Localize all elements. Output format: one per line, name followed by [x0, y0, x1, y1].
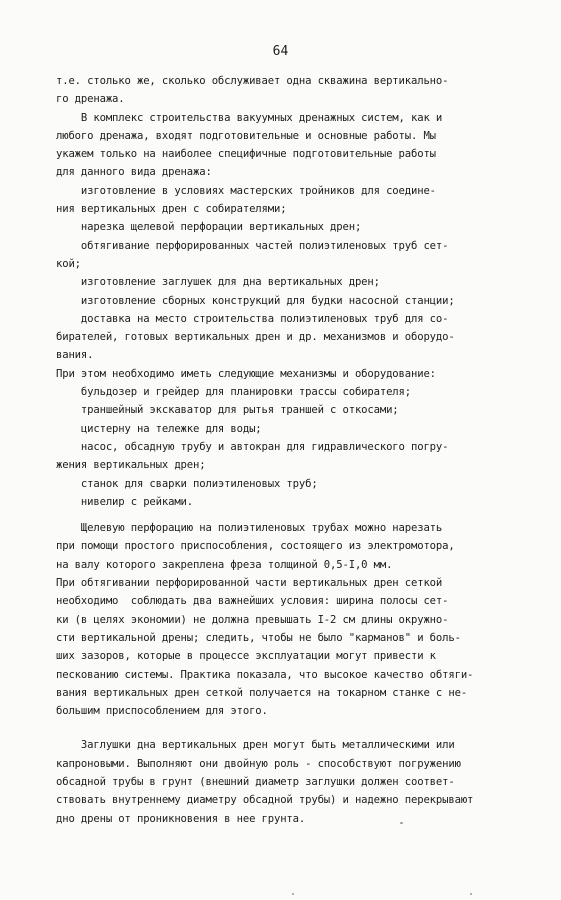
text-line: бульдозер и грейдер для планировки трассы собирателя;	[56, 386, 411, 399]
text-line: го дренажа.	[56, 93, 125, 106]
text-line: изготовление заглушек для дна вертикальных дрен;	[56, 276, 380, 289]
text-line: вания вертикальных дрен сеткой получается на токарном станке с не-	[56, 686, 468, 699]
text-line: доставка на место строительства полиэтиленовых труб для со-	[56, 312, 449, 325]
text-line: необходимо соблюдать два важнейших условия: ширина полосы сет-	[56, 595, 449, 608]
text-line: ствовать внутреннему диаметру обсадной трубы) и надежно перекрывают	[56, 794, 474, 807]
text-line: укажем только на наиболее специфичные подготовительные работы	[56, 148, 436, 161]
text-line: В комплекс строительства вакуумных дренажных систем, как и	[56, 111, 443, 124]
text-line: большим приспособлением для этого.	[56, 705, 268, 718]
paragraph-gap	[56, 511, 526, 519]
scan-speck	[400, 822, 403, 824]
text-line: любого дренажа, входят подготовительные и основные работы. Мы	[56, 129, 436, 142]
text-line: цистерну на тележке для воды;	[56, 422, 262, 435]
text-line: траншейный экскаватор для рытья траншей с откосами;	[56, 404, 399, 417]
text-line: Заглушки дна вертикальных дрен могут быть металлическими или	[56, 739, 455, 752]
scan-speck	[470, 893, 472, 895]
text-line: ших зазоров, которые в процессе эксплуатации могут привести к	[56, 650, 436, 663]
text-line: Щелевую перфорацию на полиэтиленовых трубах можно нарезать	[56, 522, 443, 535]
text-line: ния вертикальных дрен с собирателями;	[56, 203, 287, 216]
body-text	[56, 72, 526, 828]
text-line: станок для сварки полиэтиленовых труб;	[56, 477, 318, 490]
text-block-perforation	[56, 519, 526, 720]
text-line: для данного вида дренажа:	[56, 166, 212, 179]
text-line: ки (в целях экономии) не должна превышать I-2 см длины окружно-	[56, 613, 449, 626]
text-line: изготовление в условиях мастерских тройников для соедине-	[56, 184, 436, 197]
page-number: 64	[272, 44, 289, 59]
text-line: дно дрены от проникновения в нее грунта.	[56, 812, 306, 825]
text-line: сти вертикальной дрены; следить, чтобы не было "карманов" и боль-	[56, 631, 461, 644]
text-line: на валу которого закреплена фреза толщиной 0,5-I,0 мм.	[56, 558, 393, 571]
text-line: пескованию системы. Практика показала, что высокое качество обтяги-	[56, 668, 474, 681]
text-line: нарезка щелевой перфорации вертикальных дрен;	[56, 221, 362, 234]
text-line: обсадной трубы в грунт (внешний диаметр заглушки должен соответ-	[56, 775, 455, 788]
text-line: При этом необходимо иметь следующие механизмы и оборудование:	[56, 367, 436, 380]
text-block-plugs	[56, 736, 526, 827]
text-line: При обтягивании перфорированной части вертикальных дрен сеткой	[56, 577, 443, 590]
text-line: при помощи простого приспособления, состоящего из электромотора,	[56, 540, 455, 553]
text-line: т.е. столько же, сколько обслуживает одна скважина вертикально-	[56, 75, 449, 87]
text-line: изготовление сборных конструкций для будки насосной станции;	[56, 294, 455, 307]
text-line: кой;	[56, 257, 81, 270]
text-line: обтягивание перфорированных частей полиэтиленовых труб сет-	[56, 239, 449, 252]
text-line: нивелир с рейками.	[56, 495, 194, 508]
text-block-preparatory-works	[56, 72, 526, 511]
text-line: жения вертикальных дрен;	[56, 459, 206, 472]
text-line: насос, обсадную трубу и автокран для гидравлического погру-	[56, 440, 449, 453]
text-line: капроновыми. Выполняют они двойную роль - способствуют погружению	[56, 757, 461, 770]
paragraph-gap	[56, 720, 526, 736]
text-line: вания.	[56, 349, 94, 362]
scan-speck	[292, 893, 294, 895]
text-line: бирателей, готовых вертикальных дрен и др. механизмов и оборудо-	[56, 331, 455, 344]
